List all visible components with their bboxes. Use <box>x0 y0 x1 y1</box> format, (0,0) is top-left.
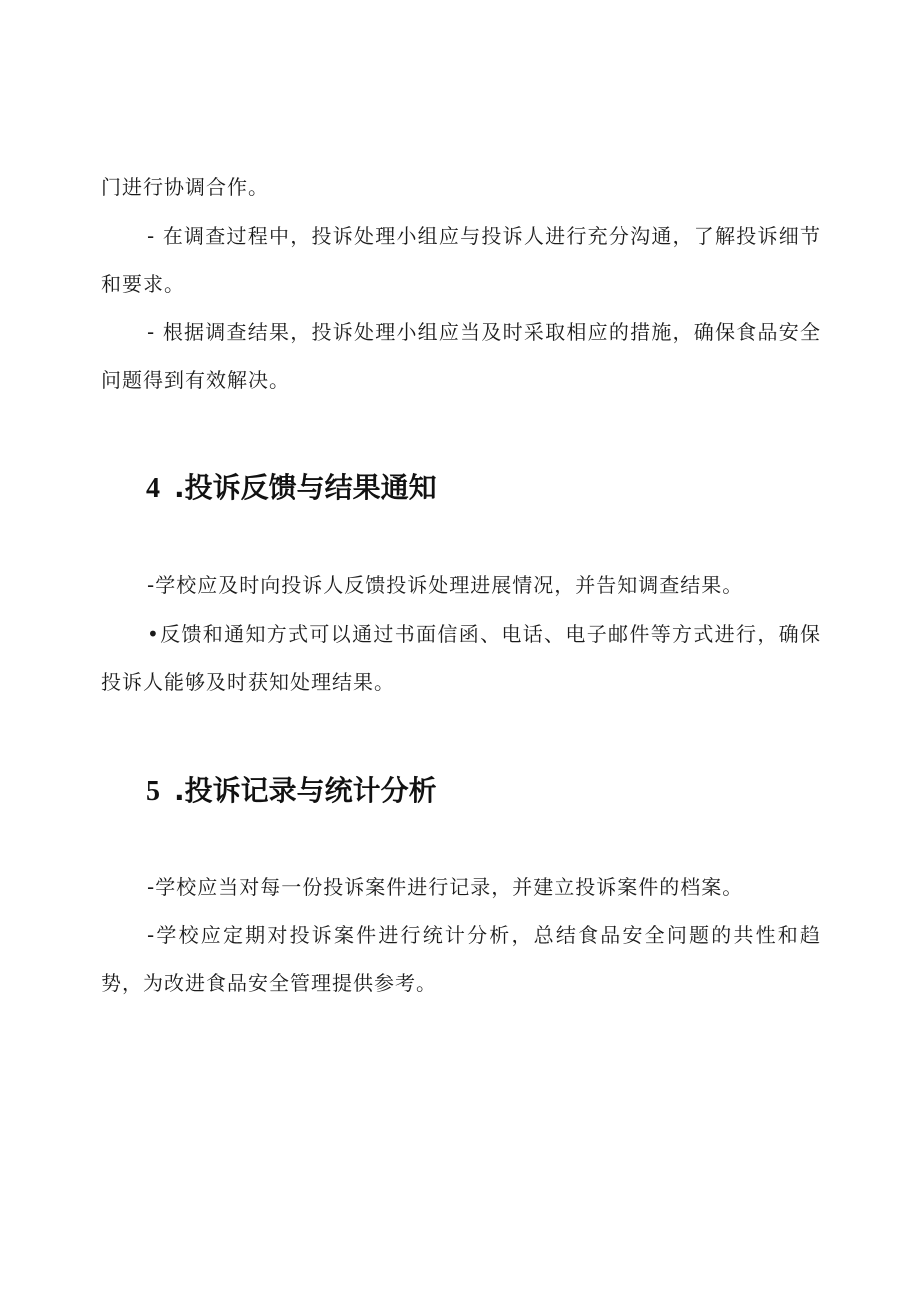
paragraph-continuation: 门进行协调合作。 <box>101 175 269 199</box>
paragraph-records-analysis: -学校应定期对投诉案件进行统计分析，总结食品安全问题的共性和趋势，为改进食品安全管理提供参考。 <box>101 923 821 995</box>
section-heading-feedback <box>146 468 437 509</box>
paragraph-feedback-progress: -学校应及时向投诉人反馈投诉处理进展情况，并告知调查结果。 <box>147 573 744 597</box>
paragraph-feedback-methods: •反馈和通知方式可以通过书面信函、电话、电子邮件等方式进行，确保投诉人能够及时获知处理结果。 <box>101 622 821 694</box>
paragraph-investigation-communication: - 在调查过程中，投诉处理小组应与投诉人进行充分沟通，了解投诉细节和要求。 <box>101 224 821 296</box>
section-title: .投诉反馈与结果通知 <box>174 471 437 504</box>
paragraph-records-archive: -学校应当对每一份投诉案件进行记录，并建立投诉案件的档案。 <box>147 875 744 899</box>
section-title: .投诉记录与统计分析 <box>174 774 437 807</box>
section-number: 4 <box>146 473 160 504</box>
section-number: 5 <box>146 776 160 807</box>
section-heading-records <box>146 771 437 812</box>
paragraph-investigation-measures: - 根据调查结果，投诉处理小组应当及时采取相应的措施，确保食品安全问题得到有效解决。 <box>101 320 821 392</box>
